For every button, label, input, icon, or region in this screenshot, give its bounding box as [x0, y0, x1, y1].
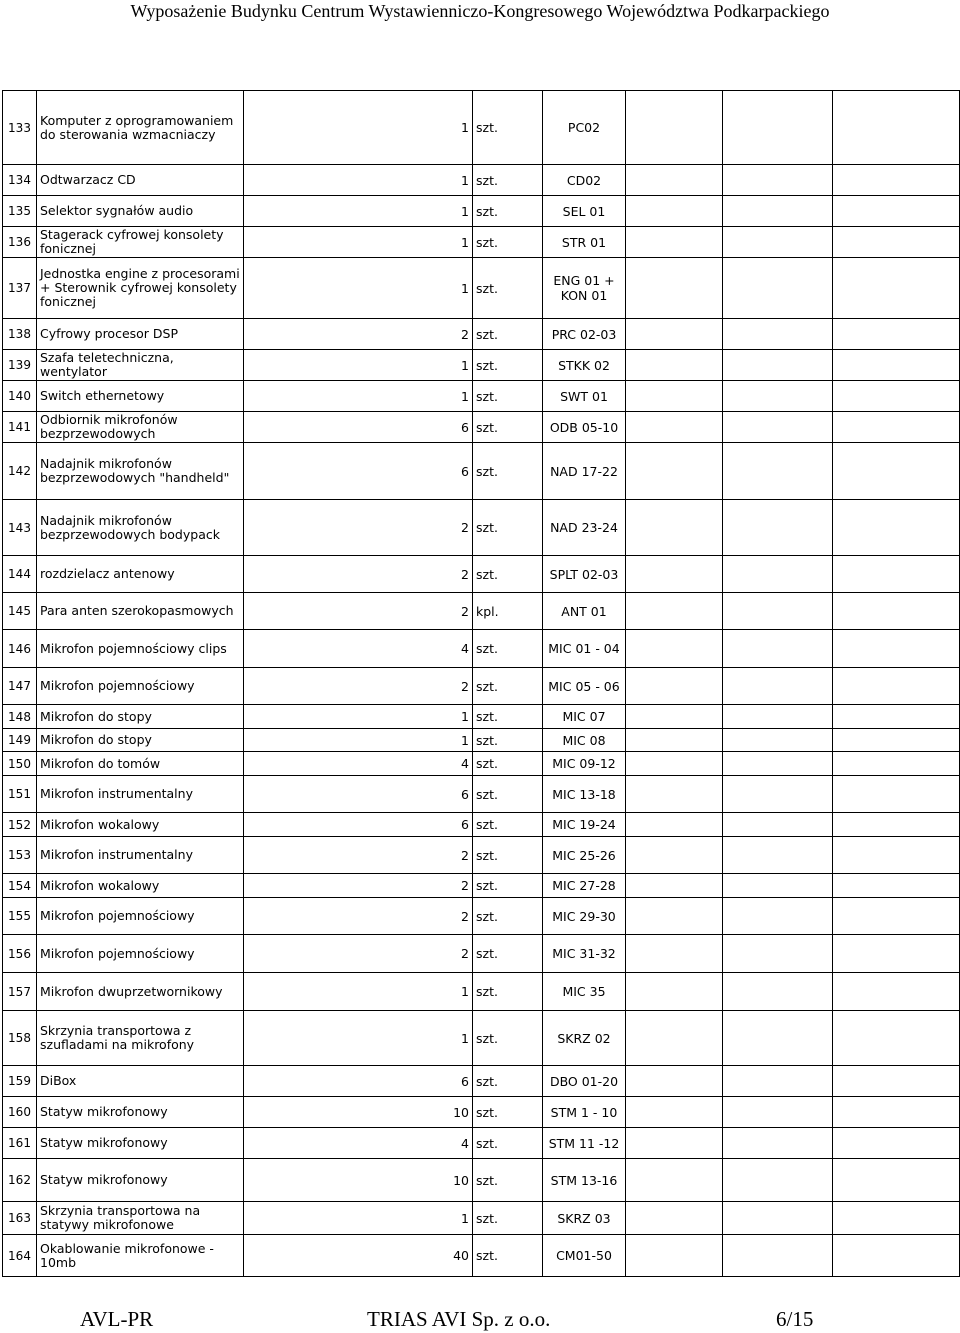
item-quantity: 6 [244, 1066, 473, 1097]
empty-cell [833, 705, 960, 729]
item-name: rozdzielacz antenowy [37, 556, 244, 593]
item-quantity: 2 [244, 874, 473, 898]
table-row [3, 776, 960, 813]
empty-cell [626, 705, 723, 729]
item-unit: szt. [473, 91, 543, 165]
empty-cell [723, 91, 833, 165]
item-name: Komputer z oprogramowaniem do sterowania wzmacniaczy [37, 91, 244, 165]
item-symbol: STM 1 - 10 [543, 1097, 626, 1128]
item-symbol: MIC 27-28 [543, 874, 626, 898]
table-row [3, 319, 960, 350]
empty-cell [626, 350, 723, 381]
item-quantity: 4 [244, 1128, 473, 1159]
row-number: 139 [3, 350, 37, 381]
item-unit: szt. [473, 412, 543, 443]
table-row [3, 91, 960, 165]
item-symbol: STM 11 -12 [543, 1128, 626, 1159]
item-symbol: MIC 07 [543, 705, 626, 729]
item-quantity: 1 [244, 91, 473, 165]
row-number: 134 [3, 165, 37, 196]
item-symbol: ODB 05-10 [543, 412, 626, 443]
table-row [3, 1235, 960, 1277]
item-unit: szt. [473, 227, 543, 258]
empty-cell [723, 500, 833, 556]
item-name: Mikrofon do stopy [37, 729, 244, 752]
item-name: Odtwarzacz CD [37, 165, 244, 196]
item-symbol: MIC 13-18 [543, 776, 626, 813]
item-unit: szt. [473, 1159, 543, 1202]
empty-cell [626, 227, 723, 258]
item-name: Mikrofon dwuprzetwornikowy [37, 973, 244, 1011]
empty-cell [833, 935, 960, 973]
empty-cell [723, 935, 833, 973]
row-number: 146 [3, 630, 37, 668]
empty-cell [833, 1202, 960, 1235]
empty-cell [626, 91, 723, 165]
item-name: Mikrofon pojemnościowy [37, 668, 244, 705]
empty-cell [833, 898, 960, 935]
table-row [3, 258, 960, 319]
empty-cell [833, 196, 960, 227]
item-unit: szt. [473, 350, 543, 381]
empty-cell [626, 165, 723, 196]
empty-cell [626, 1066, 723, 1097]
empty-cell [833, 1235, 960, 1277]
table-row [3, 1011, 960, 1066]
item-symbol: MIC 01 - 04 [543, 630, 626, 668]
empty-cell [833, 381, 960, 412]
empty-cell [626, 935, 723, 973]
table-row [3, 500, 960, 556]
item-unit: szt. [473, 319, 543, 350]
item-name: Mikrofon do tomów [37, 752, 244, 776]
row-number: 158 [3, 1011, 37, 1066]
empty-cell [626, 668, 723, 705]
item-unit: szt. [473, 1011, 543, 1066]
empty-cell [723, 898, 833, 935]
empty-cell [833, 91, 960, 165]
item-quantity: 2 [244, 556, 473, 593]
item-quantity: 1 [244, 705, 473, 729]
item-name: DiBox [37, 1066, 244, 1097]
empty-cell [626, 1011, 723, 1066]
empty-cell [626, 837, 723, 874]
table-row [3, 412, 960, 443]
item-name: Skrzynia transportowa z szufladami na mikrofony [37, 1011, 244, 1066]
empty-cell [626, 630, 723, 668]
table-row [3, 1202, 960, 1235]
empty-cell [833, 813, 960, 837]
empty-cell [723, 350, 833, 381]
table-row [3, 350, 960, 381]
empty-cell [723, 630, 833, 668]
empty-cell [833, 593, 960, 630]
empty-cell [723, 668, 833, 705]
empty-cell [723, 1097, 833, 1128]
item-quantity: 1 [244, 258, 473, 319]
item-quantity: 10 [244, 1159, 473, 1202]
row-number: 136 [3, 227, 37, 258]
item-name: Switch ethernetowy [37, 381, 244, 412]
item-unit: szt. [473, 973, 543, 1011]
row-number: 135 [3, 196, 37, 227]
row-number: 152 [3, 813, 37, 837]
item-quantity: 1 [244, 1011, 473, 1066]
empty-cell [833, 165, 960, 196]
item-quantity: 6 [244, 776, 473, 813]
item-quantity: 1 [244, 1202, 473, 1235]
item-unit: szt. [473, 705, 543, 729]
item-name: Nadajnik mikrofonów bezprzewodowych "handheld" [37, 443, 244, 500]
row-number: 149 [3, 729, 37, 752]
item-name: Skrzynia transportowa na statywy mikrofonowe [37, 1202, 244, 1235]
row-number: 143 [3, 500, 37, 556]
item-name: Mikrofon instrumentalny [37, 776, 244, 813]
empty-cell [833, 1159, 960, 1202]
row-number: 164 [3, 1235, 37, 1277]
item-unit: kpl. [473, 593, 543, 630]
row-number: 159 [3, 1066, 37, 1097]
item-quantity: 2 [244, 500, 473, 556]
empty-cell [833, 319, 960, 350]
empty-cell [626, 258, 723, 319]
empty-cell [626, 196, 723, 227]
table-row [3, 165, 960, 196]
empty-cell [723, 705, 833, 729]
item-symbol: MIC 35 [543, 973, 626, 1011]
item-unit: szt. [473, 196, 543, 227]
empty-cell [626, 593, 723, 630]
table-row [3, 973, 960, 1011]
item-unit: szt. [473, 1097, 543, 1128]
item-quantity: 1 [244, 973, 473, 1011]
item-quantity: 1 [244, 350, 473, 381]
empty-cell [626, 1235, 723, 1277]
empty-cell [833, 350, 960, 381]
empty-cell [626, 500, 723, 556]
table-row [3, 813, 960, 837]
item-quantity: 2 [244, 668, 473, 705]
table-row [3, 705, 960, 729]
item-name: Stagerack cyfrowej konsolety fonicznej [37, 227, 244, 258]
item-unit: szt. [473, 898, 543, 935]
item-unit: szt. [473, 1066, 543, 1097]
item-quantity: 2 [244, 837, 473, 874]
item-name: Mikrofon pojemnościowy clips [37, 630, 244, 668]
item-name: Odbiornik mikrofonów bezprzewodowych [37, 412, 244, 443]
empty-cell [723, 1235, 833, 1277]
empty-cell [833, 837, 960, 874]
empty-cell [626, 443, 723, 500]
table-row [3, 556, 960, 593]
table-row [3, 381, 960, 412]
footer-page-number: 6/15 [776, 1307, 814, 1331]
table-row [3, 593, 960, 630]
empty-cell [833, 729, 960, 752]
empty-cell [723, 227, 833, 258]
empty-cell [723, 752, 833, 776]
item-symbol: ENG 01 + KON 01 [543, 258, 626, 319]
empty-cell [833, 1011, 960, 1066]
item-unit: szt. [473, 630, 543, 668]
empty-cell [833, 1097, 960, 1128]
item-name: Mikrofon pojemnościowy [37, 898, 244, 935]
table-row [3, 1128, 960, 1159]
empty-cell [833, 500, 960, 556]
row-number: 163 [3, 1202, 37, 1235]
empty-cell [626, 898, 723, 935]
empty-cell [626, 813, 723, 837]
empty-cell [723, 1011, 833, 1066]
item-symbol: PC02 [543, 91, 626, 165]
page-header-title: Wyposażenie Budynku Centrum Wystawienniczo-Kongresowego Województwa Podkarpackiego [0, 0, 960, 24]
item-unit: szt. [473, 729, 543, 752]
empty-cell [723, 381, 833, 412]
empty-cell [626, 1097, 723, 1128]
item-quantity: 10 [244, 1097, 473, 1128]
empty-cell [723, 874, 833, 898]
table-row [3, 668, 960, 705]
empty-cell [833, 1128, 960, 1159]
item-symbol: NAD 17-22 [543, 443, 626, 500]
table-row [3, 874, 960, 898]
item-unit: szt. [473, 556, 543, 593]
item-name: Cyfrowy procesor DSP [37, 319, 244, 350]
table-row [3, 196, 960, 227]
item-unit: szt. [473, 935, 543, 973]
item-quantity: 2 [244, 935, 473, 973]
item-name: Mikrofon wokalowy [37, 874, 244, 898]
empty-cell [833, 443, 960, 500]
row-number: 133 [3, 91, 37, 165]
table-row [3, 935, 960, 973]
row-number: 142 [3, 443, 37, 500]
item-name: Mikrofon instrumentalny [37, 837, 244, 874]
empty-cell [723, 165, 833, 196]
item-unit: szt. [473, 668, 543, 705]
item-unit: szt. [473, 1202, 543, 1235]
empty-cell [833, 668, 960, 705]
item-name: Mikrofon wokalowy [37, 813, 244, 837]
item-unit: szt. [473, 752, 543, 776]
row-number: 148 [3, 705, 37, 729]
item-symbol: SKRZ 03 [543, 1202, 626, 1235]
item-quantity: 1 [244, 165, 473, 196]
row-number: 138 [3, 319, 37, 350]
empty-cell [626, 776, 723, 813]
empty-cell [833, 227, 960, 258]
item-quantity: 1 [244, 381, 473, 412]
item-symbol: CD02 [543, 165, 626, 196]
item-name: Szafa teletechniczna, wentylator [37, 350, 244, 381]
empty-cell [723, 837, 833, 874]
row-number: 145 [3, 593, 37, 630]
empty-cell [626, 973, 723, 1011]
item-symbol: MIC 05 - 06 [543, 668, 626, 705]
row-number: 141 [3, 412, 37, 443]
empty-cell [626, 381, 723, 412]
empty-cell [626, 1128, 723, 1159]
item-name: Mikrofon pojemnościowy [37, 935, 244, 973]
item-symbol: MIC 08 [543, 729, 626, 752]
row-number: 137 [3, 258, 37, 319]
item-symbol: SWT 01 [543, 381, 626, 412]
row-number: 157 [3, 973, 37, 1011]
empty-cell [833, 556, 960, 593]
item-name: Statyw mikrofonowy [37, 1097, 244, 1128]
empty-cell [833, 874, 960, 898]
empty-cell [626, 1159, 723, 1202]
item-unit: szt. [473, 813, 543, 837]
empty-cell [723, 1202, 833, 1235]
table-row [3, 1097, 960, 1128]
item-symbol: SKRZ 02 [543, 1011, 626, 1066]
item-symbol: STKK 02 [543, 350, 626, 381]
table-row [3, 630, 960, 668]
row-number: 153 [3, 837, 37, 874]
item-symbol: NAD 23-24 [543, 500, 626, 556]
row-number: 150 [3, 752, 37, 776]
row-number: 156 [3, 935, 37, 973]
item-quantity: 2 [244, 898, 473, 935]
empty-cell [833, 1066, 960, 1097]
empty-cell [626, 412, 723, 443]
item-quantity: 6 [244, 813, 473, 837]
empty-cell [833, 973, 960, 1011]
item-symbol: MIC 25-26 [543, 837, 626, 874]
item-symbol: SEL 01 [543, 196, 626, 227]
footer-company: TRIAS AVI Sp. z o.o. [367, 1307, 551, 1331]
item-name: Para anten szerokopasmowych [37, 593, 244, 630]
item-symbol: CM01-50 [543, 1235, 626, 1277]
empty-cell [723, 258, 833, 319]
empty-cell [833, 630, 960, 668]
item-name: Jednostka engine z procesorami + Sterownik cyfrowej konsolety fonicznej [37, 258, 244, 319]
empty-cell [833, 776, 960, 813]
empty-cell [833, 752, 960, 776]
row-number: 154 [3, 874, 37, 898]
empty-cell [626, 1202, 723, 1235]
item-quantity: 1 [244, 227, 473, 258]
item-symbol: SPLT 02-03 [543, 556, 626, 593]
empty-cell [723, 556, 833, 593]
item-quantity: 2 [244, 593, 473, 630]
empty-cell [626, 752, 723, 776]
row-number: 140 [3, 381, 37, 412]
item-unit: szt. [473, 776, 543, 813]
item-unit: szt. [473, 258, 543, 319]
empty-cell [723, 593, 833, 630]
empty-cell [723, 776, 833, 813]
empty-cell [723, 1066, 833, 1097]
item-symbol: STM 13-16 [543, 1159, 626, 1202]
item-unit: szt. [473, 443, 543, 500]
item-name: Okablowanie mikrofonowe - 10mb [37, 1235, 244, 1277]
item-symbol: MIC 31-32 [543, 935, 626, 973]
table-row [3, 898, 960, 935]
item-quantity: 6 [244, 412, 473, 443]
item-name: Selektor sygnałów audio [37, 196, 244, 227]
item-symbol: DBO 01-20 [543, 1066, 626, 1097]
item-symbol: MIC 19-24 [543, 813, 626, 837]
item-unit: szt. [473, 500, 543, 556]
row-number: 155 [3, 898, 37, 935]
item-unit: szt. [473, 165, 543, 196]
empty-cell [723, 412, 833, 443]
equipment-table-body [3, 91, 960, 1277]
row-number: 144 [3, 556, 37, 593]
empty-cell [723, 1128, 833, 1159]
empty-cell [723, 973, 833, 1011]
item-unit: szt. [473, 1235, 543, 1277]
item-unit: szt. [473, 874, 543, 898]
empty-cell [833, 258, 960, 319]
empty-cell [626, 729, 723, 752]
item-quantity: 4 [244, 752, 473, 776]
empty-cell [626, 556, 723, 593]
table-row [3, 227, 960, 258]
empty-cell [723, 319, 833, 350]
item-name: Statyw mikrofonowy [37, 1159, 244, 1202]
table-row [3, 752, 960, 776]
table-row [3, 1066, 960, 1097]
item-symbol: ANT 01 [543, 593, 626, 630]
empty-cell [723, 813, 833, 837]
row-number: 160 [3, 1097, 37, 1128]
empty-cell [723, 1159, 833, 1202]
item-unit: szt. [473, 837, 543, 874]
item-unit: szt. [473, 381, 543, 412]
empty-cell [723, 729, 833, 752]
row-number: 162 [3, 1159, 37, 1202]
table-row [3, 443, 960, 500]
empty-cell [626, 874, 723, 898]
table-row [3, 837, 960, 874]
item-symbol: MIC 29-30 [543, 898, 626, 935]
item-symbol: MIC 09-12 [543, 752, 626, 776]
table-row [3, 729, 960, 752]
page-footer [0, 1306, 960, 1332]
item-quantity: 6 [244, 443, 473, 500]
item-name: Statyw mikrofonowy [37, 1128, 244, 1159]
item-quantity: 40 [244, 1235, 473, 1277]
item-quantity: 2 [244, 319, 473, 350]
item-name: Nadajnik mikrofonów bezprzewodowych bodypack [37, 500, 244, 556]
empty-cell [833, 412, 960, 443]
empty-cell [626, 319, 723, 350]
item-quantity: 1 [244, 729, 473, 752]
empty-cell [723, 196, 833, 227]
item-symbol: PRC 02-03 [543, 319, 626, 350]
table-row [3, 1159, 960, 1202]
footer-doc-code: AVL-PR [80, 1307, 154, 1331]
item-name: Mikrofon do stopy [37, 705, 244, 729]
empty-cell [723, 443, 833, 500]
row-number: 161 [3, 1128, 37, 1159]
row-number: 151 [3, 776, 37, 813]
item-unit: szt. [473, 1128, 543, 1159]
item-symbol: STR 01 [543, 227, 626, 258]
equipment-table [2, 90, 960, 1277]
item-quantity: 1 [244, 196, 473, 227]
row-number: 147 [3, 668, 37, 705]
item-quantity: 4 [244, 630, 473, 668]
